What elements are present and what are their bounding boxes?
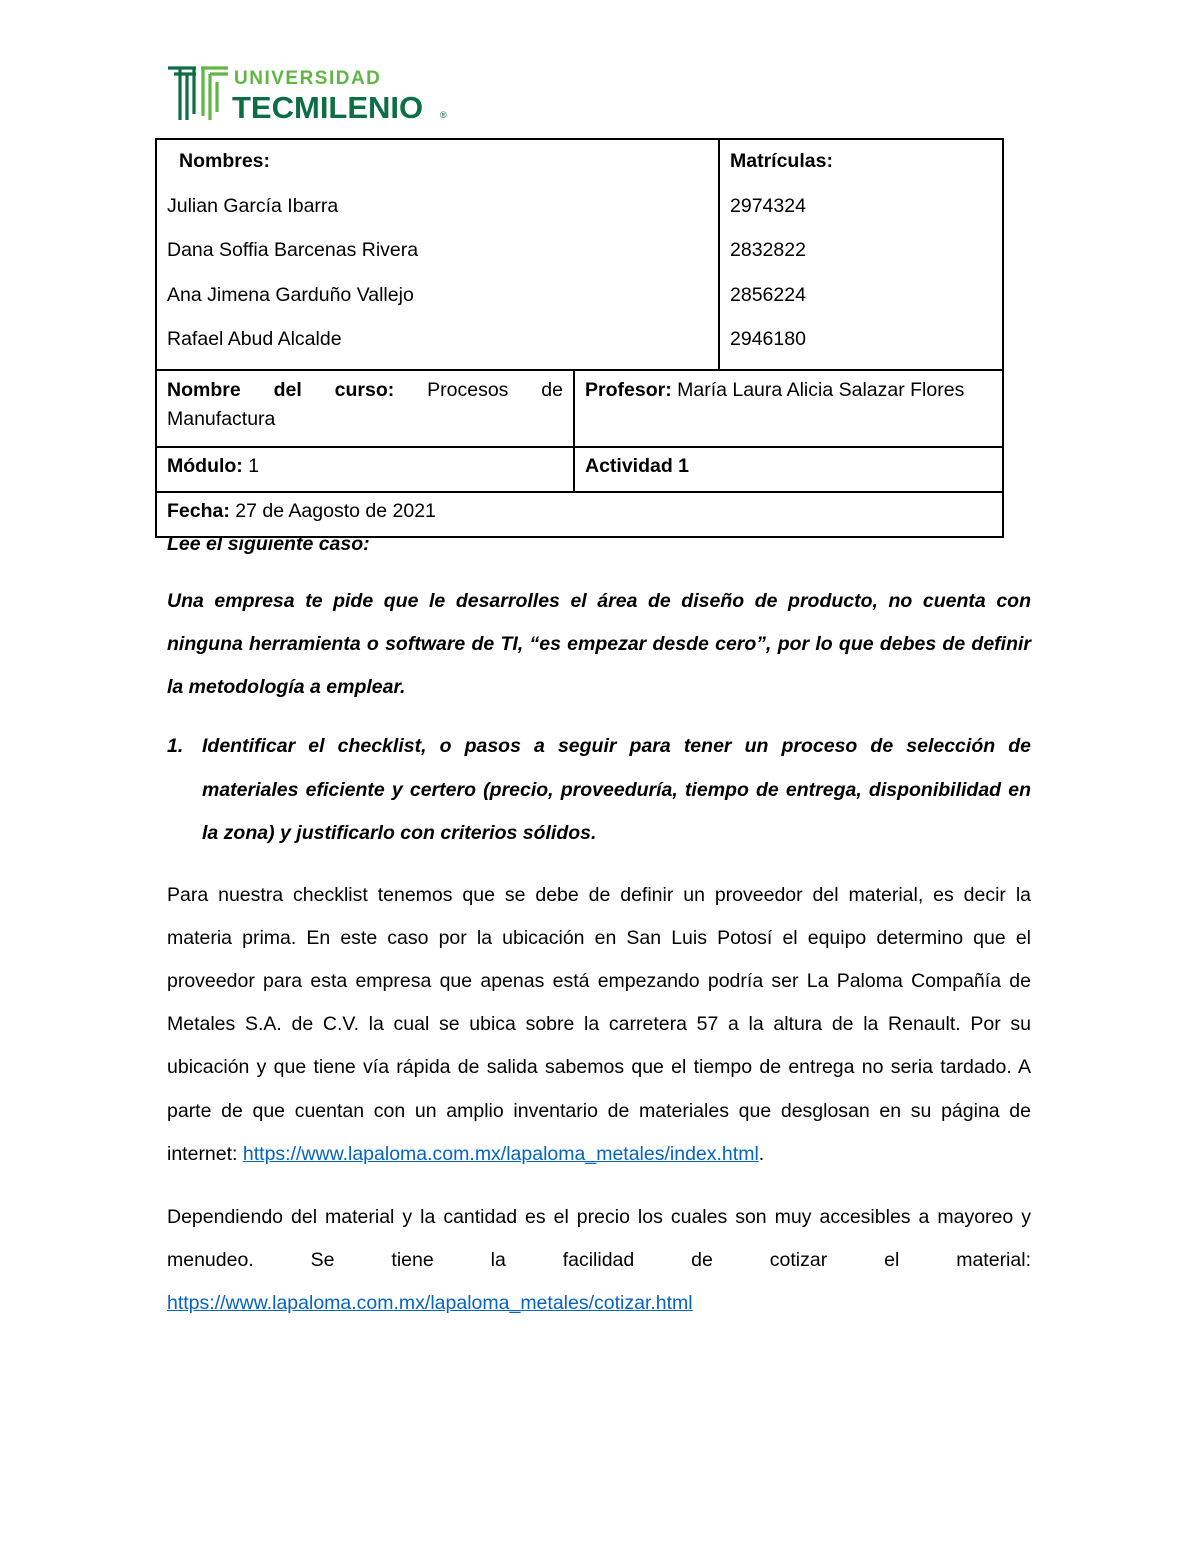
module-value: 1 bbox=[248, 454, 260, 477]
document-body bbox=[167, 528, 1031, 1326]
date-value: 27 de Aagosto de 2021 bbox=[235, 499, 436, 522]
question-text: Identificar el checklist, o pasos a seguir para tener un proceso de selección de materiales eficiente y certero (precio, proveeduría, tiempo de entrega, disponibilidad en la zona) y justificarlo con criterios sólidos. bbox=[202, 735, 1031, 844]
tecmilenio-logo-icon bbox=[166, 62, 230, 126]
names-cell bbox=[156, 139, 719, 370]
professor-cell bbox=[574, 370, 1003, 447]
logo-registered-mark: ® bbox=[440, 110, 447, 120]
intro-text: Lee el siguiente caso: bbox=[167, 533, 370, 555]
module-label: Módulo: bbox=[167, 454, 243, 477]
student-id: 2832822 bbox=[730, 239, 806, 261]
professor-label: Profesor: bbox=[585, 378, 672, 401]
answer-paragraph-2 bbox=[167, 1196, 1031, 1326]
answer-paragraph-1 bbox=[167, 874, 1031, 1176]
paragraph2-text: Dependiendo del material y la cantidad es el precio los cuales son muy accesibles a mayoreo y menudeo. Se tiene la facilidad de cotizar el material: bbox=[167, 1205, 1031, 1272]
module-cell bbox=[156, 447, 574, 492]
course-value: Procesos de Manufactura bbox=[167, 378, 563, 430]
student-name: Rafael Abud Alcalde bbox=[167, 328, 342, 350]
course-label: Nombre del curso: bbox=[167, 378, 395, 401]
student-name: Ana Jimena Garduño Vallejo bbox=[167, 283, 414, 306]
student-name: Dana Soffia Barcenas Rivera bbox=[167, 239, 419, 261]
lapaloma-cotizar-link[interactable]: https://www.lapaloma.com.mx/lapaloma_metales/cotizar.html bbox=[167, 1292, 693, 1315]
student-name: Julian García Ibarra bbox=[167, 194, 339, 217]
lapaloma-index-link[interactable]: https://www.lapaloma.com.mx/lapaloma_metales/index.html bbox=[242, 1142, 759, 1165]
university-logo bbox=[166, 62, 466, 126]
ids-cell bbox=[719, 139, 1003, 370]
student-id: 2974324 bbox=[730, 194, 806, 217]
logo-text-tecmilenio: TECMILENIO bbox=[232, 90, 424, 125]
professor-value: María Laura Alicia Salazar Flores bbox=[677, 378, 965, 401]
student-info-table bbox=[155, 138, 1004, 538]
date-label: Fecha: bbox=[167, 499, 230, 522]
course-cell bbox=[156, 370, 574, 447]
names-label: Nombres: bbox=[179, 150, 271, 172]
student-id: 2946180 bbox=[730, 328, 806, 350]
activity-cell: Actividad 1 bbox=[574, 447, 1003, 492]
link1-suffix: . bbox=[758, 1142, 765, 1165]
logo-text-universidad: UNIVERSIDAD bbox=[234, 68, 382, 89]
case-text: Una empresa te pide que le desarrolles el área de diseño de producto, no cuenta con ninguna herramienta o software de TI, “es empezar desde cero”, por lo que debes de definir la metodología a emplear. bbox=[167, 590, 1031, 698]
ids-label: Matrículas: bbox=[730, 150, 833, 172]
question-number: 1. bbox=[167, 735, 184, 757]
question-item bbox=[167, 725, 1031, 856]
student-id: 2856224 bbox=[730, 283, 806, 306]
paragraph1-text: Para nuestra checklist tenemos que se debe de definir un proveedor del material, es decir la materia prima. En este caso por la ubicación en San Luis Potosí el equipo determino que el proveedor para esta empresa que apenas está empezando podría ser La Paloma Compañía de Metales S.A. de C.V. la cual se ubica sobre la carretera 57 a la altura de la Renault. Por su ubicación y que tiene vía rápida de salida sabemos que el tiempo de entrega no seria tardado. A parte de que cuentan con un amplio inventario de materiales que desglosan en su página de internet: bbox=[167, 883, 1031, 1165]
